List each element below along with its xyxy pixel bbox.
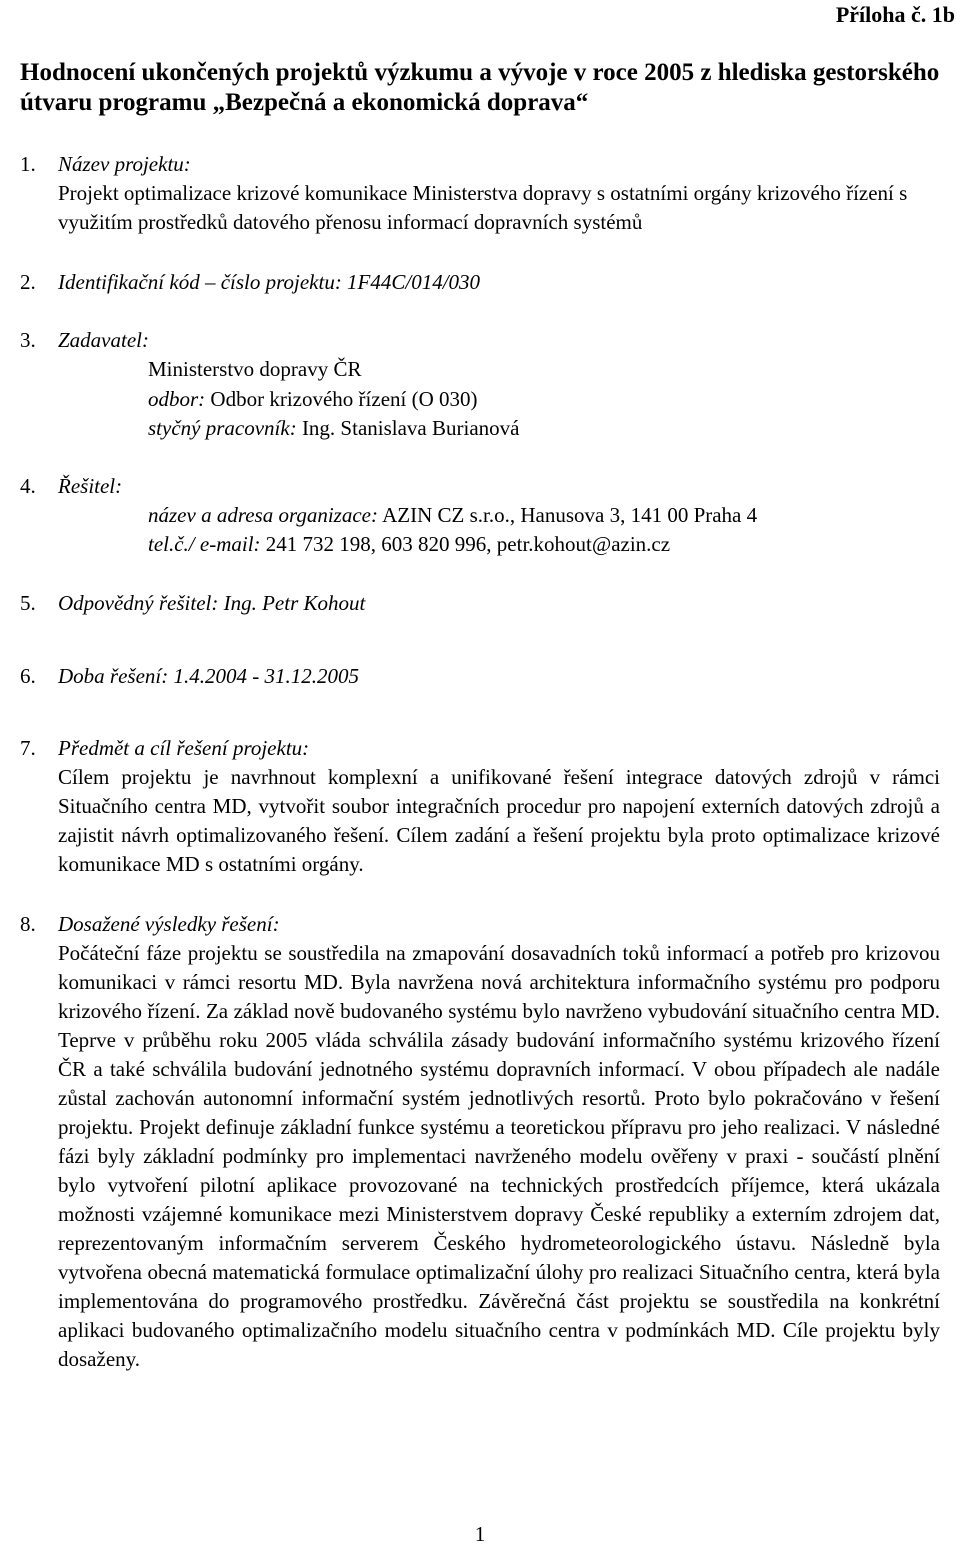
authority-contact: [148, 414, 519, 443]
section-label: Dosažené výsledky řešení:: [58, 912, 280, 936]
contact-label: styčný pracovník:: [148, 416, 297, 440]
section-label: Doba řešení: 1.4.2004 - 31.12.2005: [58, 664, 359, 688]
section-label: Identifikační kód – číslo projektu: 1F44C/014/030: [58, 270, 481, 294]
section-label: Název projektu:: [58, 152, 191, 176]
section-results: [20, 910, 940, 1374]
organization-value: AZIN CZ s.r.o., Hanusova 3, 141 00 Praha 4: [382, 503, 758, 527]
page-number: 1: [474, 1522, 486, 1546]
authority-name: Ministerstvo dopravy ČR: [148, 357, 362, 381]
annex-label: Příloha č. 1b: [835, 2, 955, 27]
solver-organization: [148, 501, 757, 530]
department-label: odbor:: [148, 387, 206, 411]
section-number: 1.: [20, 152, 36, 176]
section-label: Řešitel:: [58, 474, 123, 498]
solver-contact: [148, 530, 670, 559]
section-label: Odpovědný řešitel: Ing. Petr Kohout: [58, 591, 366, 615]
section-subject-goal: [20, 734, 940, 879]
section-responsible-solver: [20, 589, 940, 618]
section-number: 4.: [20, 474, 36, 498]
project-name-text: Projekt optimalizace krizové komunikace Ministerstva dopravy s ostatními orgány krizového řízení s využitím prostředků datového přenosu informací dopravních systémů: [58, 181, 908, 234]
section-number: 2.: [20, 270, 36, 294]
section-project-code: [20, 268, 940, 297]
section-number: 6.: [20, 664, 36, 688]
section-number: 5.: [20, 591, 36, 615]
section-number: 7.: [20, 736, 36, 760]
contact-value: Ing. Stanislava Burianová: [301, 416, 520, 440]
phone-email-value: 241 732 198, 603 820 996, petr.kohout@azin.cz: [265, 532, 671, 556]
section-contracting-authority: [20, 326, 940, 355]
section-duration: [20, 662, 940, 691]
section-number: 8.: [20, 912, 36, 936]
department-value: Odbor krizového řízení (O 030): [210, 387, 478, 411]
phone-email-label: tel.č./ e-mail:: [148, 532, 261, 556]
section-label: Předmět a cíl řešení projektu:: [58, 736, 310, 760]
organization-label: název a adresa organizace:: [148, 503, 378, 527]
subject-goal-text: Cílem projektu je navrhnout komplexní a unifikované řešení integrace datových zdrojů v rámci Situačního centra MD, vytvořit soubor integračních procedur pro napojení externích datových zdrojů a zajistit návrh optimalizovaného řešení. Cílem zadání a řešení projektu byla proto optimalizace krizové komunikace MD s ostatními orgány.: [58, 765, 940, 876]
document-title: Hodnocení ukončených projektů výzkumu a vývoje v roce 2005 z hlediska gestorského útvaru programu „Bezpečná a ekonomická doprava“: [20, 59, 940, 116]
section-number: 3.: [20, 328, 36, 352]
section-solver: [20, 472, 940, 501]
section-project-name: [20, 150, 940, 237]
authority-department: [148, 385, 478, 414]
results-text: Počáteční fáze projektu se soustředila na zmapování dosavadních toků informací a potřeb pro krizovou komunikaci v rámci resortu MD. Byla navržena nová architektura informačního systému pro podporu krizového řízení. Za základ nově budovaného systému bylo navrženo vybudování situačního centra MD. Teprve v průběhu roku 2005 vláda schválila zásady budování informačního systému krizového řízení ČR a také schválila budování jednotného systému dopravních informací. V obou případech ale nadále zůstal zachován autonomní informační systém jednotlivých resortů. Proto bylo pokračováno v řešení projektu. Projekt definuje základní funkce systému a teoretickou přípravu pro jeho realizaci. V následné fázi byly základní podmínky pro implementaci navrženého modelu ověřeny v praxi - součástí plnění bylo vytvoření pilotní aplikace provozované na technických prostředcích příjemce, která ukázala možnosti vzájemné komunikace mezi Ministerstvem dopravy České republiky a externím zdrojem dat, reprezentovaným informačním serverem Českého hydrometeorologického ústavu. Následně byla vytvořena obecná matematická formulace optimalizační úlohy pro realizaci Situačního centra, která byla implementována do programového prostředku. Závěrečná část projektu se soustředila na konkrétní aplikaci budovaného optimalizačního modelu situačního centra v podmínkách MD. Cíle projektu byly dosaženy.: [58, 941, 940, 1371]
section-label: Zadavatel:: [58, 328, 149, 352]
